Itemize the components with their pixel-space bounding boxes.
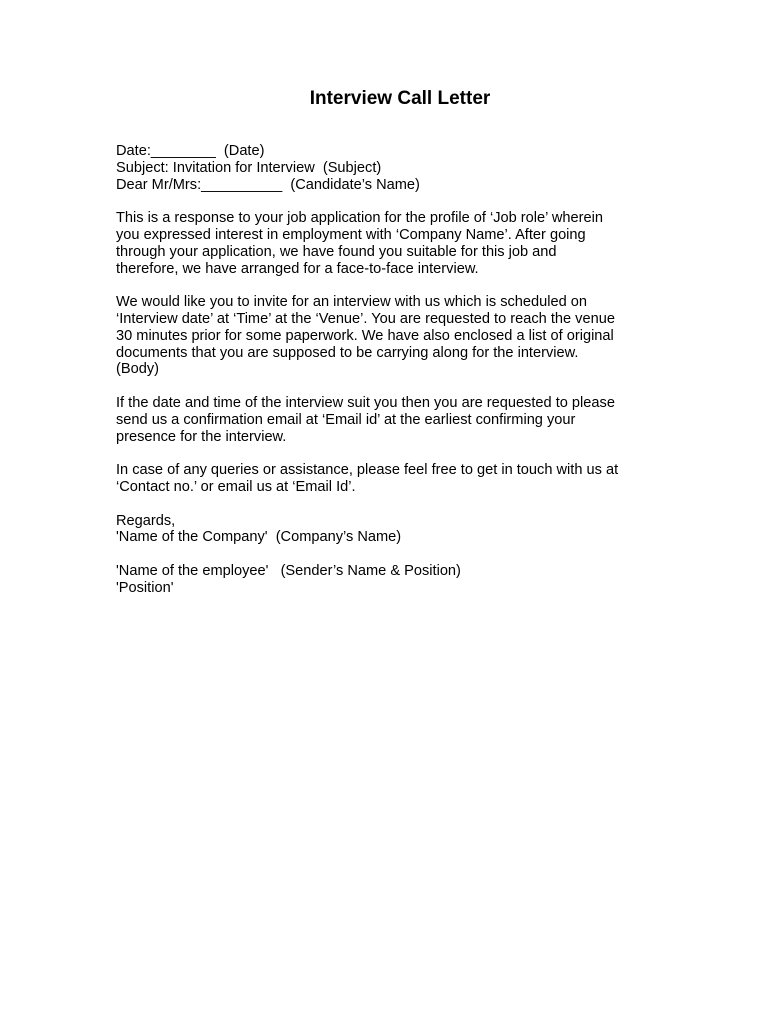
- paragraph-confirmation: [116, 395, 676, 445]
- paragraph-line: (Body): [116, 361, 159, 378]
- letter-header: [116, 143, 676, 193]
- paragraph-line: ‘Contact no.’ or email us at ‘Email Id’.: [116, 478, 356, 495]
- paragraph-line: We would like you to invite for an interview with us which is scheduled on: [116, 294, 588, 311]
- position-line: 'Position': [116, 579, 174, 596]
- employee-name-line: 'Name of the employee' (Sender’s Name & Position): [116, 562, 461, 579]
- paragraph-contact: [116, 462, 676, 496]
- closing-regards: Regards,: [116, 512, 176, 529]
- signature-block: [116, 563, 676, 597]
- paragraph-line: If the date and time of the interview suit you then you are requested to please: [116, 394, 615, 411]
- company-name-line: 'Name of the Company' (Company’s Name): [116, 529, 402, 546]
- paragraph-line: through your application, we have found you suitable for this job and: [116, 243, 557, 260]
- letter-body: [116, 143, 676, 597]
- paragraph-line: presence for the interview.: [116, 428, 287, 445]
- paragraph-response: [116, 210, 676, 277]
- subject-line: Subject: Invitation for Interview (Subject): [116, 159, 382, 176]
- closing-block: [116, 513, 676, 547]
- paragraph-line: send us a confirmation email at ‘Email id’ at the earliest confirming your: [116, 411, 576, 428]
- paragraph-line: you expressed interest in employment with ‘Company Name’. After going: [116, 226, 586, 243]
- paragraph-line: In case of any queries or assistance, please feel free to get in touch with us at: [116, 462, 619, 479]
- document-title: Interview Call Letter: [309, 88, 491, 109]
- paragraph-line: 30 minutes prior for some paperwork. We have also enclosed a list of original: [116, 327, 614, 344]
- paragraph-line: This is a response to your job application for the profile of ‘Job role’ wherein: [116, 210, 603, 227]
- paragraph-line: ‘Interview date’ at ‘Time’ at the ‘Venue’. You are requested to reach the venue: [116, 310, 615, 327]
- salutation-line: Dear Mr/Mrs:__________ (Candidate’s Name): [116, 176, 420, 193]
- date-line: Date:________ (Date): [116, 143, 265, 159]
- paragraph-schedule: [116, 294, 676, 378]
- paragraph-line: therefore, we have arranged for a face-to-face interview.: [116, 260, 479, 277]
- paragraph-line: documents that you are supposed to be carrying along for the interview.: [116, 344, 579, 361]
